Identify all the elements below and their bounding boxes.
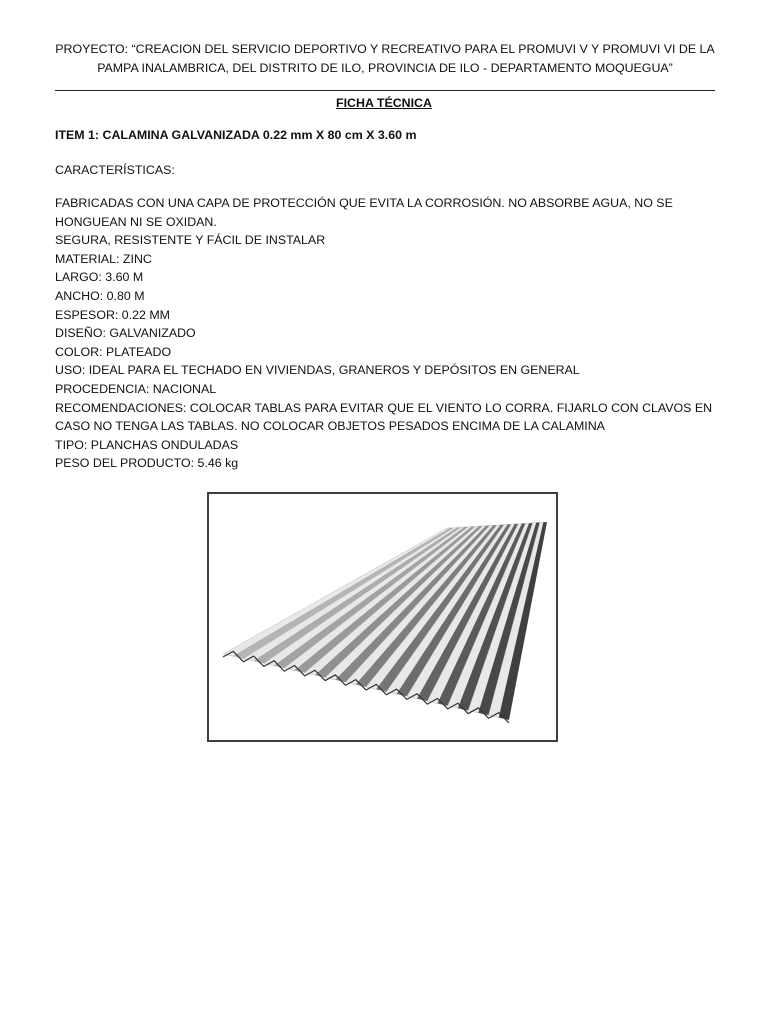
spec-line: ESPESOR: 0.22 MM (55, 307, 170, 322)
project-header-line-1: PROYECTO: “CREACION DEL SERVICIO DEPORTIVO Y RECREATIVO PARA EL PROMUVI V Y PROMUVI VI DE LA (55, 42, 715, 56)
spec-line: PROCEDENCIA: NACIONAL (55, 381, 217, 396)
specifications-list (55, 194, 720, 473)
product-image-frame (207, 492, 558, 742)
spec-line: SEGURA, RESISTENTE Y FÁCIL DE INSTALAR (55, 233, 326, 248)
document-title: FICHA TÉCNICA (336, 96, 432, 110)
spec-line: COLOR: PLATEADO (55, 344, 172, 359)
spec-line: FABRICADAS CON UNA CAPA DE PROTECCIÓN QUE EVITA LA CORROSIÓN. NO ABSORBE AGUA, NO SE HONGUEAN NI SE OXIDAN. (55, 196, 673, 229)
item-heading: ITEM 1: CALAMINA GALVANIZADA 0.22 mm X 80 cm X 3.60 m (55, 128, 417, 142)
spec-line: DISEÑO: GALVANIZADO (55, 326, 196, 341)
characteristics-label: CARACTERÍSTICAS: (55, 163, 175, 177)
project-header (55, 40, 715, 78)
corrugated-sheet-image (209, 494, 556, 740)
spec-line: LARGO: 3.60 M (55, 270, 144, 285)
header-divider (55, 90, 715, 91)
spec-line: MATERIAL: ZINC (55, 251, 152, 266)
spec-line: TIPO: PLANCHAS ONDULADAS (55, 437, 239, 452)
project-header-line-2: PAMPA INALAMBRICA, DEL DISTRITO DE ILO, PROVINCIA DE ILO - DEPARTAMENTO MOQUEGUA” (97, 61, 673, 75)
spec-line: RECOMENDACIONES: COLOCAR TABLAS PARA EVITAR QUE EL VIENTO LO CORRA. FIJARLO CON CLAVOS EN CASO NO TENGA LAS TABLAS. NO COLOCAR OBJETOS PESADOS ENCIMA DE LA CALAMINA (55, 400, 713, 434)
spec-line: ANCHO: 0.80 M (55, 288, 145, 303)
spec-line: PESO DEL PRODUCTO: 5.46 kg (55, 456, 239, 471)
spec-line: USO: IDEAL PARA EL TECHADO EN VIVIENDAS, GRANEROS Y DEPÓSITOS EN GENERAL (55, 363, 580, 378)
